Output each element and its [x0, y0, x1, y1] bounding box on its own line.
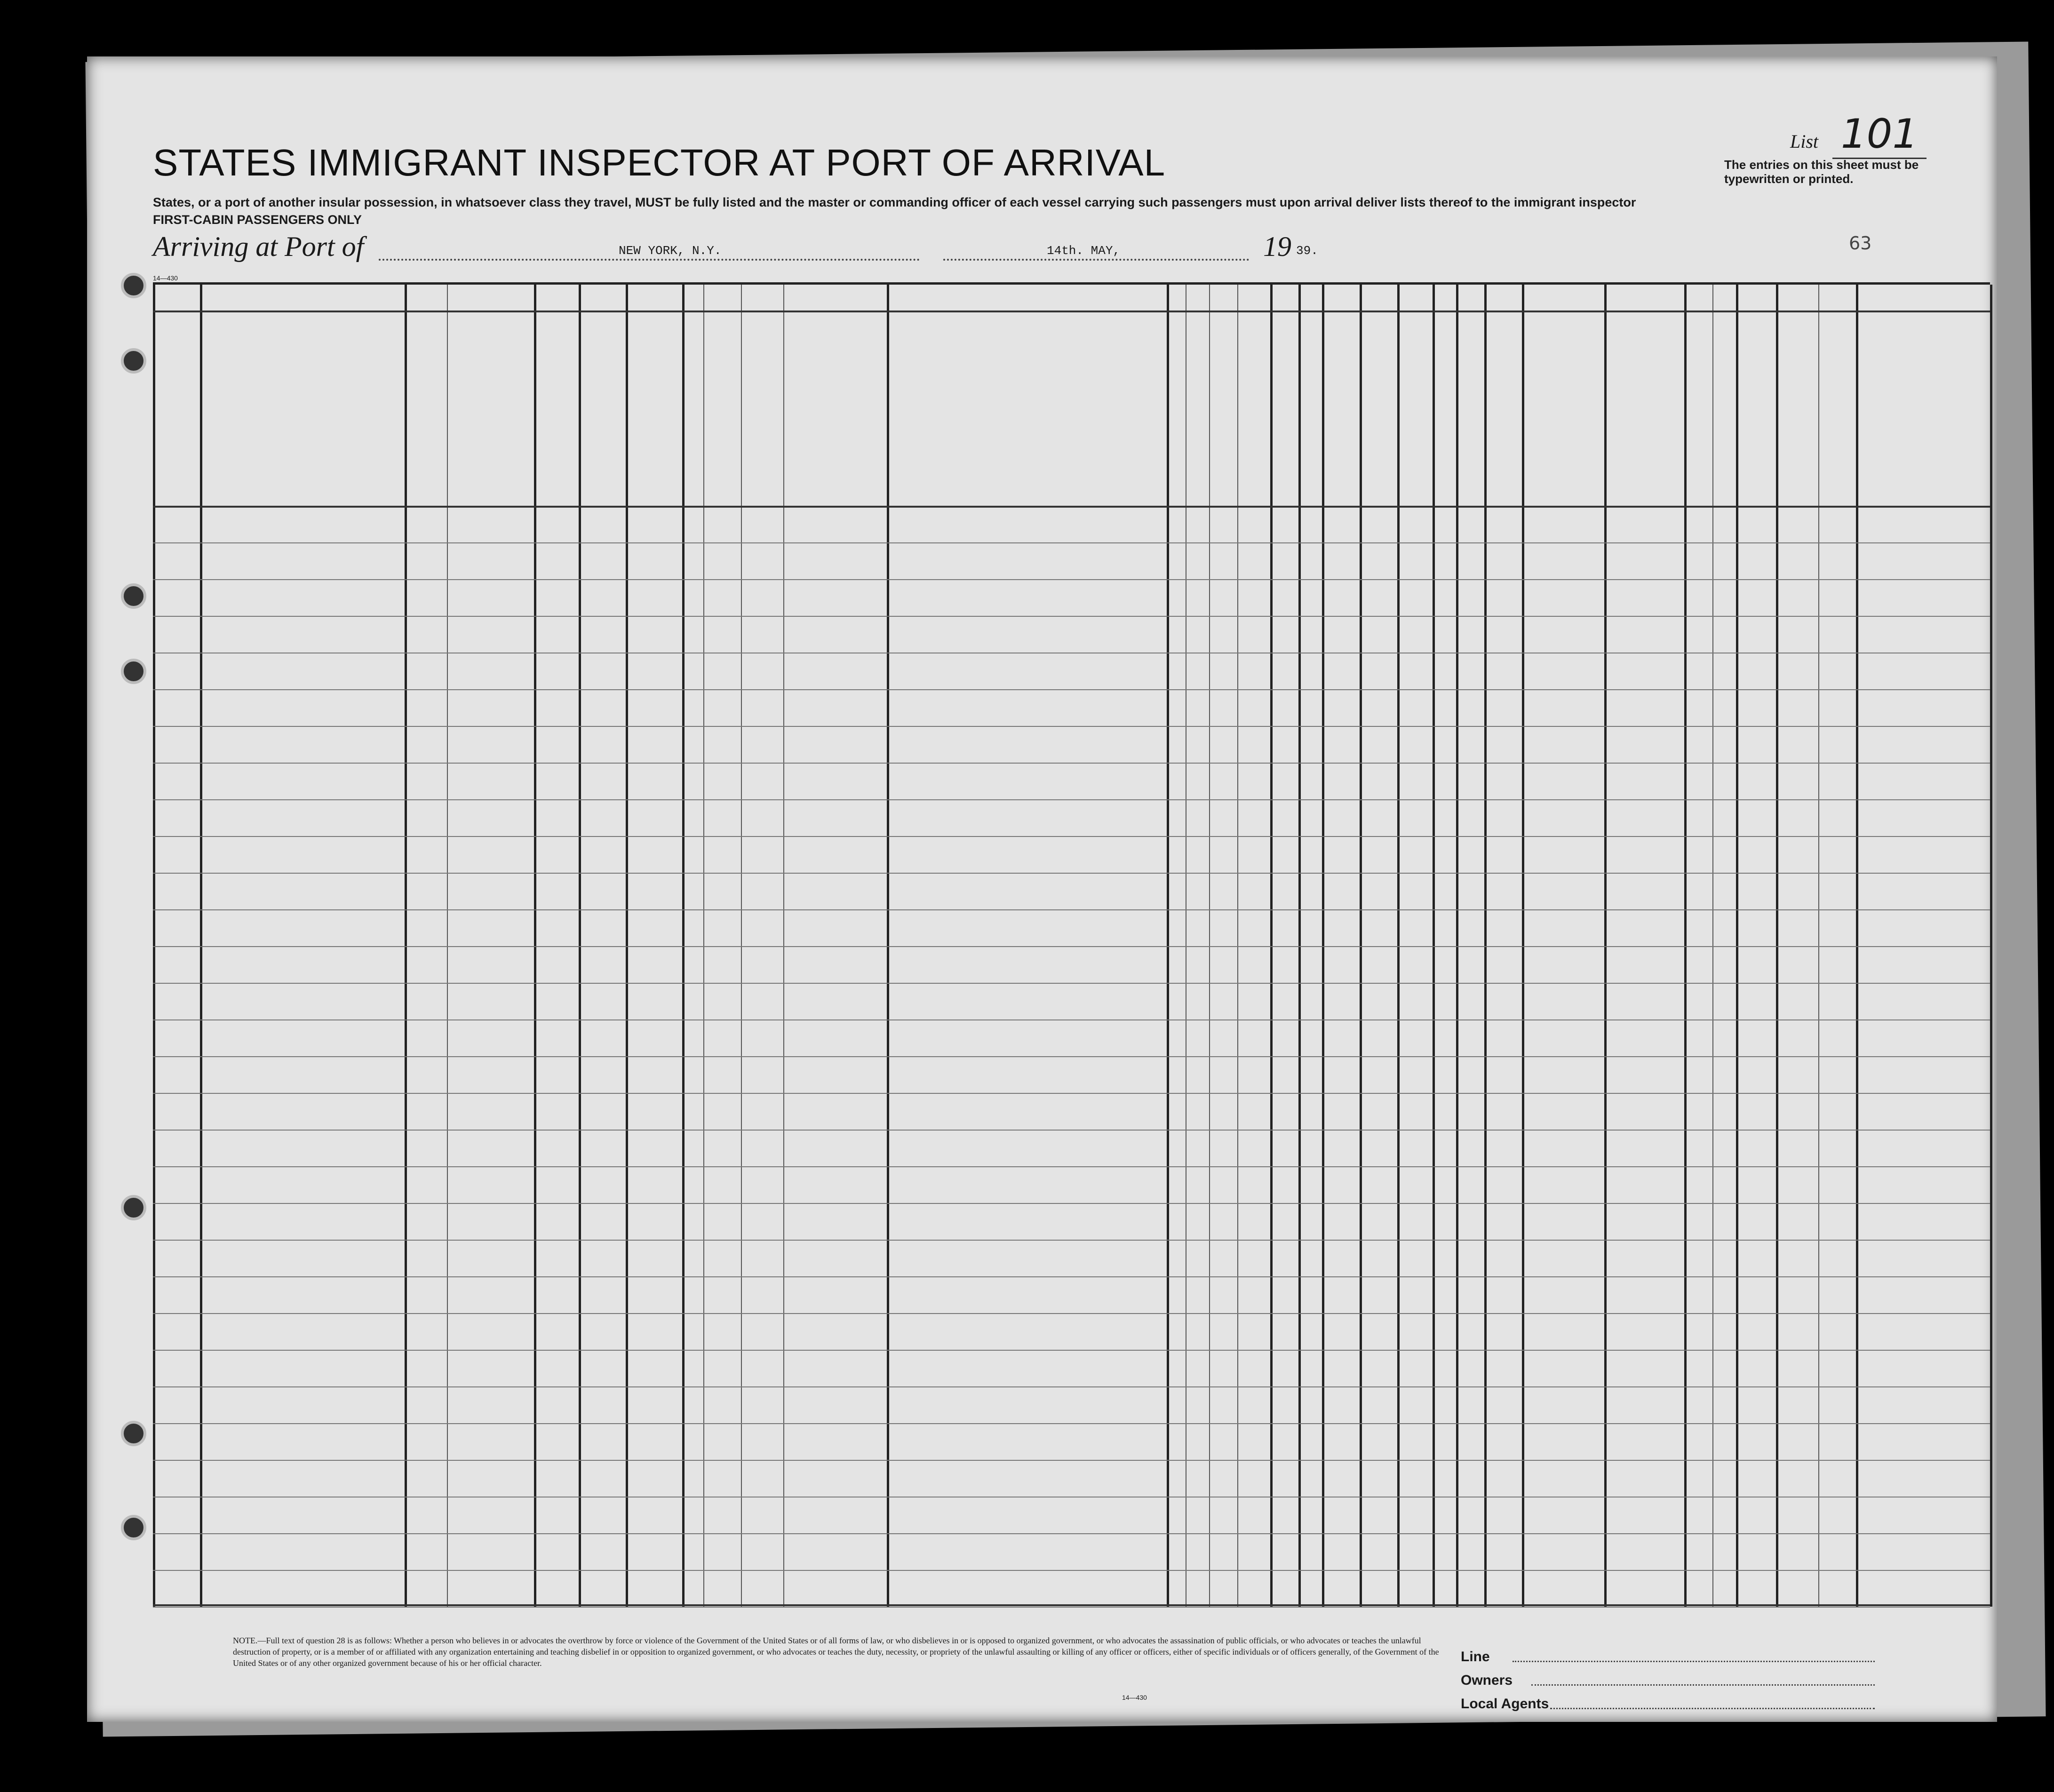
header-hair: [1776, 426, 1818, 440]
header-prison: [1272, 318, 1297, 501]
row-rule: [153, 1093, 1990, 1094]
header-purpose: [1167, 318, 1270, 346]
margin-number: 63: [1849, 233, 1872, 254]
header-citizen: [1237, 350, 1268, 501]
row-rule: [153, 726, 1990, 727]
row-rule: [153, 1240, 1990, 1241]
manifest-sheet: [87, 56, 1997, 1722]
column-rule: [200, 285, 202, 1607]
column-rule: [447, 285, 448, 1607]
row-rule: [153, 1350, 1990, 1351]
list-label: List: [1790, 131, 1818, 152]
header-years: [703, 374, 741, 426]
row-rule: [153, 616, 1990, 617]
column-rule: [1684, 285, 1687, 1607]
header-passage-paid: [579, 341, 626, 388]
row-rule: [153, 1130, 1990, 1131]
row-rule: [153, 579, 1990, 580]
row-rule: [153, 1019, 1990, 1020]
row-rule: [153, 1276, 1990, 1277]
entries-note: The entries on this sheet must be typewritten or printed.: [1724, 158, 1919, 186]
header-arrested: [1434, 318, 1455, 501]
header-health: [1522, 350, 1604, 421]
column-rule: [1818, 285, 1819, 1607]
header-excluded: [1457, 318, 1483, 501]
row-rule: [153, 1533, 1990, 1534]
column-rule: [887, 285, 889, 1607]
header-rule: [153, 506, 1990, 508]
list-number: 101: [1832, 111, 1927, 159]
dotted-line: [943, 259, 1249, 261]
header-fifty-dollars: [628, 318, 680, 501]
header-where: [741, 393, 783, 412]
header-eyes: [1818, 426, 1856, 440]
header-rule: [153, 311, 1990, 312]
arrival-port: NEW YORK, N.Y.: [619, 244, 722, 258]
punch-hole: [121, 1515, 146, 1540]
row-rule: [153, 909, 1990, 910]
form-number: 14—430: [153, 274, 178, 282]
header-labor-offer: [1399, 318, 1431, 501]
line-label: Line: [1461, 1649, 1490, 1665]
column-rule: [682, 285, 685, 1607]
row-rule: [153, 1313, 1990, 1314]
header-date-departure: [783, 374, 887, 430]
row-rule: [153, 1386, 1990, 1387]
column-rule: [1522, 285, 1524, 1607]
header-polygamist: [1300, 318, 1321, 501]
footnote: NOTE.—Full text of question 28 is as follows: Whether a person who believes in or advocates the overthrow by force or violence of the Government of the United States or of all forms of law, or who disbelieves in or is opposed to organized government, or who advocates the assassination of public officials, or who advocates or teaches the unlawful destruction of property, or is a member of or affiliated with any organization entertaining and teaching disbelief in or opposition to organized government, or who advocates or teaches the duty, necessity, or propriety of the unlawful assaulting or killing of any officer or officers, either of specific individuals or of officers generally, of the Government of the United States or of any other organized government because of his or her official character.: [233, 1636, 1439, 1668]
row-rule: [153, 689, 1990, 690]
arriving-label: Arriving at Port of: [153, 231, 364, 262]
header-yes-no: [682, 369, 703, 421]
header-list-no: [153, 369, 200, 407]
row-rule: [153, 763, 1990, 764]
header-in-usa: [447, 350, 534, 388]
punch-hole: [121, 273, 146, 298]
header-state: [447, 398, 492, 412]
punch-hole: [121, 583, 146, 609]
row-rule: [153, 1423, 1990, 1424]
header-return: [1169, 350, 1202, 501]
arrival-date: 14th. MAY,: [1047, 244, 1121, 258]
row-rule: [153, 1570, 1990, 1571]
row-rule: [153, 836, 1990, 837]
column-rule: [783, 285, 784, 1607]
row-rule: [153, 1056, 1990, 1057]
header-join-relative: [887, 360, 1167, 435]
header-marks: [1856, 369, 1990, 407]
row-rule: [153, 799, 1990, 800]
header-ticket: [536, 318, 576, 501]
row-rule: [153, 1460, 1990, 1461]
column-rule: [1990, 285, 1992, 1607]
row-rule: [153, 873, 1990, 874]
column-rule: [1604, 285, 1607, 1607]
punch-hole: [121, 659, 146, 684]
header-passage-paid-sub: [579, 393, 626, 487]
owners-field: [1531, 1684, 1875, 1686]
manifest-table: [153, 282, 1990, 1607]
header-feet: [1684, 421, 1712, 478]
form-instructions: States, or a port of another insular possession, in whatsoever class they travel, MUST be fully listed and the master or commanding officer of each vessel carrying such passengers must upon arrival deliver lists thereof to the immigrant inspector: [153, 195, 1636, 209]
header-color: [1776, 341, 1856, 360]
header-final-destination-sub: [405, 332, 534, 343]
header-if-yes: [703, 355, 887, 367]
header-length-stay: [1204, 350, 1235, 501]
header-city: [492, 398, 534, 412]
line-field: [1513, 1661, 1875, 1662]
header-relative-address: [202, 360, 402, 435]
agents-label: Local Agents: [1461, 1696, 1549, 1712]
row-rule: [153, 1203, 1990, 1204]
agents-field: [1550, 1708, 1875, 1709]
passenger-class: FIRST-CABIN PASSENGERS ONLY: [153, 213, 362, 227]
row-rule: [153, 1607, 1990, 1608]
arriving-line: [153, 231, 1894, 273]
dotted-line: [379, 259, 920, 261]
header-deformed: [1604, 350, 1684, 421]
table-bottom-rule: [153, 1604, 1990, 1606]
row-rule: [153, 542, 1990, 543]
header-final-destination: [405, 318, 534, 332]
header-overthrow: [1361, 318, 1396, 501]
column-rule: [1776, 285, 1778, 1607]
column-rule: [703, 285, 704, 1607]
form-number: 14—430: [1122, 1694, 1147, 1701]
column-rule: [1484, 285, 1487, 1607]
row-rule: [153, 983, 1990, 984]
year-prefix: 19: [1263, 231, 1291, 262]
header-height: [1684, 341, 1736, 360]
year-suffix: 39.: [1296, 244, 1318, 258]
punch-hole: [121, 348, 146, 374]
column-rule: [153, 285, 155, 1607]
column-rule: [1712, 285, 1713, 1607]
column-rule: [741, 285, 742, 1607]
row-rule: [153, 946, 1990, 947]
owners-label: Owners: [1461, 1673, 1513, 1688]
page-title: STATES IMMIGRANT INSPECTOR AT PORT OF ARRIVAL: [153, 142, 1166, 183]
punch-hole: [121, 1421, 146, 1446]
header-inches: [1712, 421, 1736, 478]
column-rule: [1736, 285, 1738, 1607]
header-complexion: [1736, 369, 1776, 416]
row-rule: [153, 1166, 1990, 1167]
list-number-block: [1790, 111, 1927, 159]
column-rule: [405, 285, 407, 1607]
column-rule: [1856, 285, 1858, 1607]
header-anarchist: [1323, 318, 1358, 501]
punch-hole: [121, 1195, 146, 1220]
header-foreign-country: [405, 350, 447, 421]
